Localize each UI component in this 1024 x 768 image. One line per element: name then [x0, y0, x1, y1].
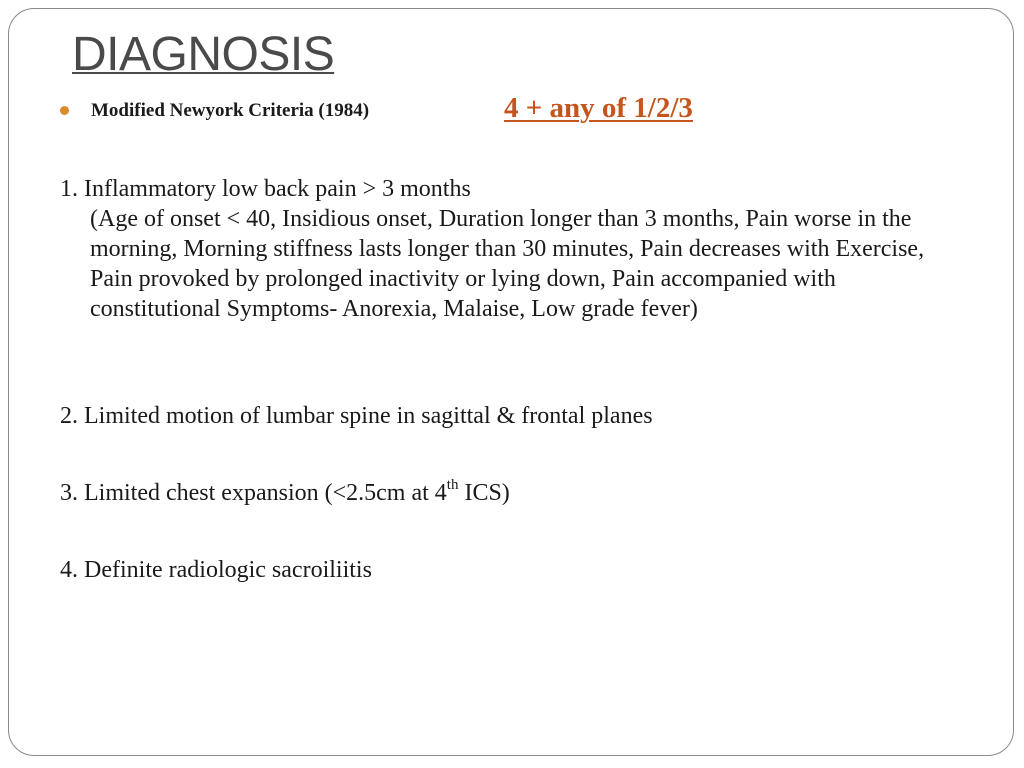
slide [8, 8, 1014, 756]
criteria-rule: 4 + any of 1/2/3 [504, 92, 693, 124]
criterion-3-text-end: ICS) [458, 480, 510, 506]
criteria-label: Modified Newyork Criteria (1984) [91, 100, 370, 121]
criterion-4: 4. Definite radiologic sacroiliitis [60, 557, 372, 583]
criterion-1 [60, 174, 960, 324]
bullet-dot-icon [60, 106, 69, 115]
criterion-2: 2. Limited motion of lumbar spine in sagittal & frontal planes [60, 403, 653, 429]
slide-title: DIAGNOSIS [72, 28, 335, 81]
criterion-1-detail: (Age of onset < 40, Insidious onset, Duration longer than 3 months, Pain worse in the morning, Morning stiffness lasts longer than 30 minutes, Pain decreases with Exercise, Pain provoked by prolonged inactivity or lying down, Pain accompanied with constitutional Symptoms- Anorexia, Malaise, Low grade fever) [90, 206, 925, 322]
criterion-3-text: 3. Limited chest expansion (<2.5cm at 4 [60, 480, 447, 506]
criterion-3-superscript: th [446, 477, 459, 493]
criterion-1-heading: 1. Inflammatory low back pain > 3 months [60, 176, 471, 202]
criterion-3 [60, 478, 510, 508]
